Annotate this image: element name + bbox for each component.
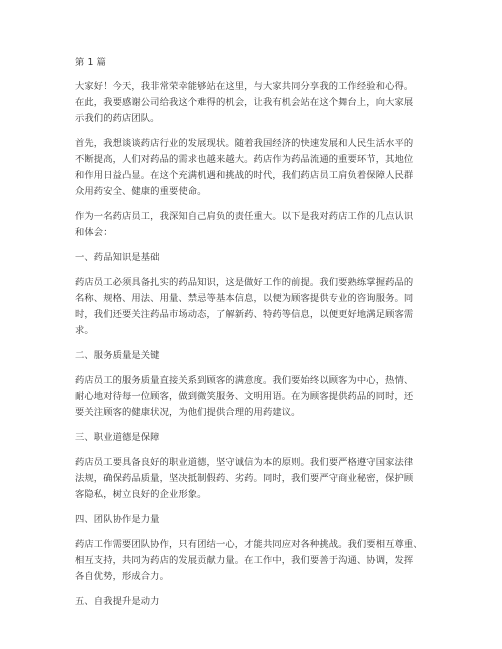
paragraph-service	[75, 373, 430, 421]
paragraph-ethics	[75, 455, 430, 503]
paragraph-intro-points	[75, 209, 430, 241]
section-heading-3: 三、职业道德是保障	[75, 432, 160, 443]
section-heading-1: 一、药品知识是基础	[75, 252, 160, 263]
paragraph-greeting	[75, 79, 430, 127]
text-line: 示我们的药店团队。	[75, 113, 160, 124]
text-line: 不断提高，人们对药品的需求也越来越大。药店作为药品流通的重要环节，其地位	[75, 154, 414, 165]
text-line: 首先，我想谈谈药店行业的发展现状。随着我国经济的快速发展和人民生活水平的	[75, 138, 414, 149]
text-line: 各自优势，形成合力。	[75, 571, 169, 582]
text-line: 和体会：	[75, 227, 113, 238]
text-line: 药店员工必须具备扎实的药品知识，这是做好工作的前提。我们要熟练掌握药品的	[75, 277, 414, 288]
paragraph-knowledge	[75, 275, 430, 339]
paragraph-industry	[75, 136, 430, 200]
text-line: 在此，我要感谢公司给我这个难得的机会，让我有机会站在这个舞台上，向大家展	[75, 97, 414, 108]
section-heading-2: 二、服务质量是关键	[75, 350, 160, 361]
text-line: 药店员工要具备良好的职业道德，坚守诚信为本的原则。我们要严格遵守国家法律	[75, 457, 414, 468]
text-line: 耐心地对待每一位顾客，做到微笑服务、文明用语。在为顾客提供药品的同时，还	[75, 391, 414, 402]
page-label: 第 1 篇	[75, 57, 106, 68]
text-line: 相互支持，共同为药店的发展贡献力量。在工作中，我们要善于沟通、协调，发挥	[75, 555, 414, 566]
paragraph-teamwork	[75, 537, 430, 585]
text-line: 名称、规格、用法、用量、禁忌等基本信息，以便为顾客提供专业的咨询服务。同	[75, 293, 414, 304]
text-line: 和作用日益凸显。在这个充满机遇和挑战的时代，我们药店员工肩负着保障人民群	[75, 170, 414, 181]
text-line: 大家好！今天，我非常荣幸能够站在这里，与大家共同分享我的工作经验和心得。	[75, 81, 414, 92]
section-heading-4: 四、团队协作是力量	[75, 514, 160, 525]
text-line: 求。	[75, 325, 94, 336]
text-line: 作为一名药店员工，我深知自己肩负的责任重大。以下是我对药店工作的几点认识	[75, 211, 414, 222]
text-line: 众用药安全、健康的重要使命。	[75, 186, 207, 197]
text-line: 药店工作需要团队协作，只有团结一心，才能共同应对各种挑战。我们要相互尊重、	[75, 539, 423, 550]
section-heading-5: 五、自我提升是动力	[75, 596, 160, 607]
document-page	[75, 55, 430, 610]
text-line: 客隐私，树立良好的企业形象。	[75, 489, 207, 500]
text-line: 要关注顾客的健康状况，为他们提供合理的用药建议。	[75, 407, 301, 418]
text-line: 药店员工的服务质量直接关系到顾客的满意度。我们要始终以顾客为中心，热情、	[75, 375, 414, 386]
text-line: 时，我们还要关注药品市场动态，了解新药、特药等信息，以便更好地满足顾客需	[75, 309, 414, 320]
text-line: 法规，确保药品质量，坚决抵制假药、劣药。同时，我们要严守商业秘密，保护顾	[75, 473, 414, 484]
